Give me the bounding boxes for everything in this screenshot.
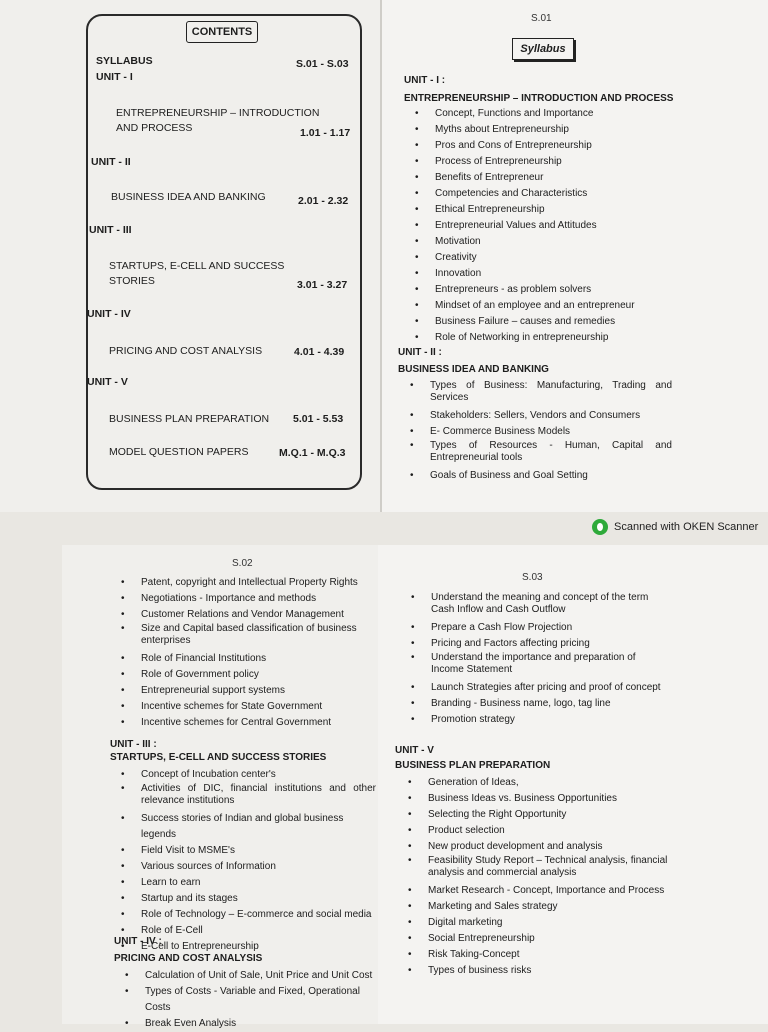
list-item: • Break Even Analysis [125,1016,377,1032]
list-item: • Field Visit to MSME's [121,843,376,859]
list-item: • Branding - Business name, logo, tag line [411,696,671,712]
unit4-topic-list [125,968,377,1032]
list-item: • Entrepreneurial Values and Attitudes [415,218,685,234]
list-item: • Understand the meaning and concept of the term Cash Inflow and Cash Outflow [411,592,671,620]
page-number-s02: S.02 [232,558,253,569]
contents-row-unit3: UNIT - III [89,224,132,236]
contents-row-unit2: UNIT - II [91,156,131,168]
unit5-topic-list [408,775,670,979]
contents-row-unit1-title-a: ENTREPRENEURSHIP – INTRODUCTION [116,107,320,119]
list-item: • Types of Resources - Human, Capital and Entrepreneurial tools [410,440,672,468]
unit4-topic-list-continued [411,592,671,728]
list-item: • Launch Strategies after pricing and proof of concept [411,680,671,696]
list-item: • Risk Taking-Concept [408,947,670,963]
contents-row-unit2-pages: 2.01 - 2.32 [298,195,349,207]
unit4-heading: UNIT - IV : [114,936,162,947]
list-item: • Social Entrepreneurship [408,931,670,947]
list-item: • Role of Financial Institutions [121,651,376,667]
list-item: • Prepare a Cash Flow Projection [411,620,671,636]
list-item: • Promotion strategy [411,712,671,728]
list-item: • Role of Technology – E-commerce and social media [121,907,376,923]
contents-row-unit1: UNIT - I [96,71,133,83]
list-item: • Incentive schemes for State Government [121,699,376,715]
unit2-topic-list [410,380,672,484]
list-item: • Myths about Entrepreneurship [415,122,685,138]
contents-row-unit5-pages: 5.01 - 5.53 [293,413,344,425]
list-item: • Calculation of Unit of Sale, Unit Price and Unit Cost [125,968,377,984]
unit2-heading: UNIT - II : [398,347,442,358]
unit4-title: PRICING AND COST ANALYSIS [114,953,263,964]
oken-scanner-logo-icon [592,519,608,535]
unit2-title: BUSINESS IDEA AND BANKING [398,364,549,375]
list-item: • Patent, copyright and Intellectual Property Rights [121,575,376,591]
contents-row-syllabus-label: SYLLABUS [96,55,153,67]
scanner-watermark [592,517,758,537]
scanner-watermark-text: Scanned with OKEN Scanner [614,521,759,533]
contents-title: CONTENTS [186,21,258,43]
list-item: • Activities of DIC, financial institutions and other relevance institutions [121,783,376,811]
page-number-s03: S.03 [522,572,543,583]
list-item: • Negotiations - Importance and methods [121,591,376,607]
contents-row-unit1-title-b: AND PROCESS [116,122,193,134]
unit1-topic-list [415,106,685,346]
list-item: • Competencies and Characteristics [415,186,685,202]
list-item: • Feasibility Study Report – Technical analysis, financial analysis and commercial analysis [408,855,670,883]
contents-row-unit2-title: BUSINESS IDEA AND BANKING [111,191,266,203]
contents-row-unit4-pages: 4.01 - 4.39 [294,346,345,358]
list-item: • Types of business risks [408,963,670,979]
list-item: • Business Ideas vs. Business Opportunities [408,791,670,807]
unit1-title: ENTREPRENEURSHIP – INTRODUCTION AND PROCESS [404,93,674,104]
list-item: • Goals of Business and Goal Setting [410,468,672,484]
list-item: • Concept, Functions and Importance [415,106,685,122]
contents-row-unit3-title-b: STORIES [109,275,155,287]
list-item: • Customer Relations and Vendor Management [121,607,376,623]
list-item: • Product selection [408,823,670,839]
list-item: • Pricing and Factors affecting pricing [411,636,671,652]
contents-row-unit5-title: BUSINESS PLAN PREPARATION [109,413,270,425]
unit3-title: STARTUPS, E-CELL AND SUCCESS STORIES [110,752,327,763]
contents-row-unit4-title: PRICING AND COST ANALYSIS [109,345,263,357]
unit5-title: BUSINESS PLAN PREPARATION [395,760,551,771]
list-item: • Size and Capital based classification of business enterprises [121,623,376,651]
list-item: • Digital marketing [408,915,670,931]
list-item: • Concept of Incubation center's [121,767,376,783]
list-item: • Marketing and Sales strategy [408,899,670,915]
list-item: • New product development and analysis [408,839,670,855]
unit2-topic-list-continued [121,575,376,731]
unit3-topic-list [121,767,376,955]
list-item: • Market Research - Concept, Importance and Process [408,883,670,899]
list-item: • Business Failure – causes and remedies [415,314,685,330]
contents-row-mqp-label: MODEL QUESTION PAPERS [109,446,249,458]
syllabus-tag: Syllabus [512,38,574,60]
contents-row-unit3-title-a: STARTUPS, E-CELL AND SUCCESS [109,260,285,272]
list-item: • Entrepreneurial support systems [121,683,376,699]
list-item: • Motivation [415,234,685,250]
contents-row-unit4: UNIT - IV [87,308,131,320]
list-item: • Creativity [415,250,685,266]
list-item: • Generation of Ideas, [408,775,670,791]
list-item: • Pros and Cons of Entrepreneurship [415,138,685,154]
unit1-heading: UNIT - I : [404,75,446,86]
contents-row-unit1-pages: 1.01 - 1.17 [300,127,351,139]
list-item: • E-Cell to Entrepreneurship [121,939,376,955]
list-item: • Process of Entrepreneurship [415,154,685,170]
list-item: • Understand the importance and preparation of Income Statement [411,652,671,680]
page-number-s01: S.01 [531,13,552,24]
contents-row-unit5: UNIT - V [87,376,128,388]
list-item: • Startup and its stages [121,891,376,907]
unit3-heading: UNIT - III : [110,739,157,750]
unit5-heading: UNIT - V [395,745,434,756]
list-item: • Success stories of Indian and global business legends [121,811,376,843]
list-item: • Selecting the Right Opportunity [408,807,670,823]
list-item: • E- Commerce Business Models [410,424,672,440]
list-item: • Learn to earn [121,875,376,891]
list-item: • Various sources of Information [121,859,376,875]
contents-row-unit3-pages: 3.01 - 3.27 [297,279,348,291]
list-item: • Role of Networking in entrepreneurship [415,330,685,346]
list-item: • Benefits of Entrepreneur [415,170,685,186]
list-item: • Role of Government policy [121,667,376,683]
list-item: • Role of E-Cell [121,923,376,939]
list-item: • Incentive schemes for Central Government [121,715,376,731]
list-item: • Types of Costs - Variable and Fixed, Operational Costs [125,984,377,1016]
contents-row-mqp-pages: M.Q.1 - M.Q.3 [279,447,346,459]
page-gutter [380,0,382,512]
list-item: • Entrepreneurs - as problem solvers [415,282,685,298]
list-item: • Innovation [415,266,685,282]
list-item: • Stakeholders: Sellers, Vendors and Consumers [410,408,672,424]
contents-row-syllabus-pages: S.01 - S.03 [296,58,349,70]
list-item: • Mindset of an employee and an entrepreneur [415,298,685,314]
list-item: • Ethical Entrepreneurship [415,202,685,218]
list-item: • Types of Business: Manufacturing, Trading and Services [410,380,672,408]
